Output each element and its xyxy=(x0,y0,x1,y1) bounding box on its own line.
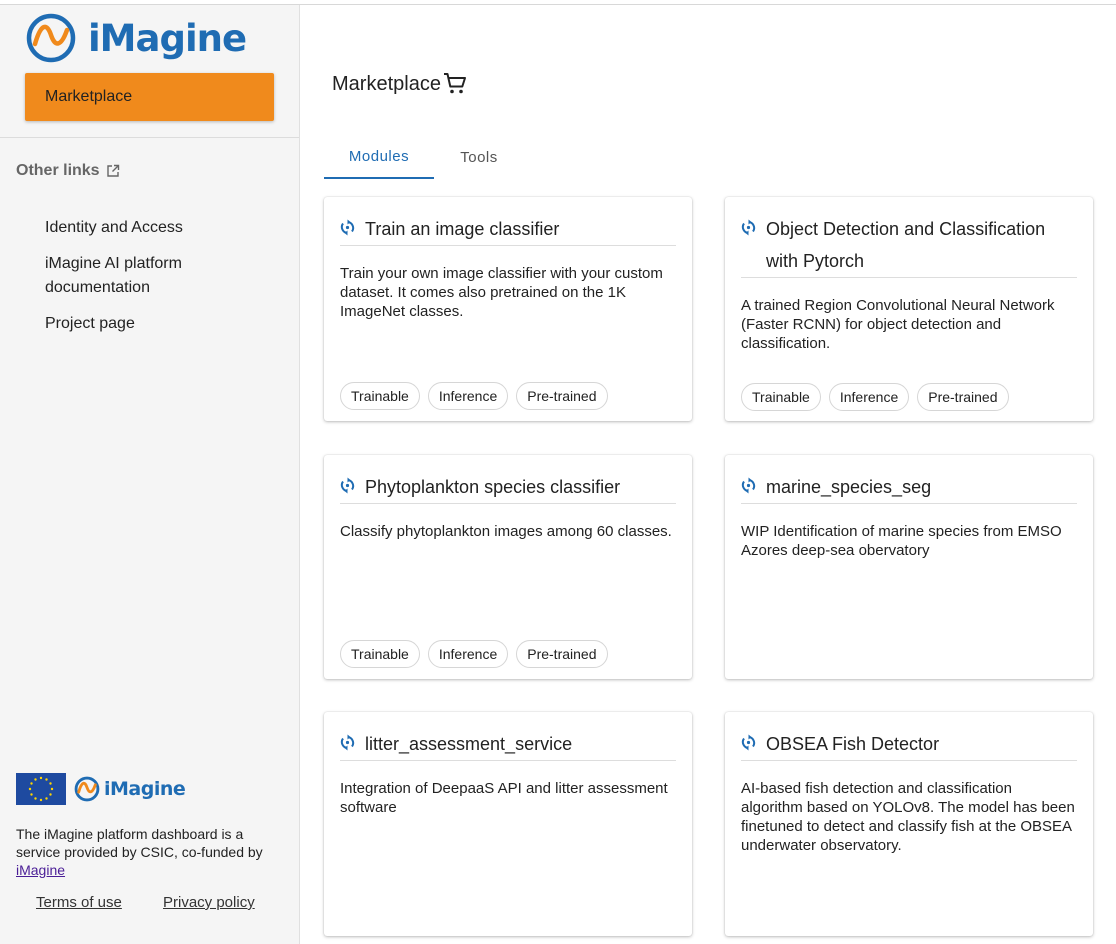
footer-description xyxy=(16,825,276,879)
imagine-small-logo-icon xyxy=(74,776,100,802)
imagine-logo-icon xyxy=(26,13,76,63)
tag-chip: Trainable xyxy=(340,640,420,668)
module-card[interactable] xyxy=(324,712,692,936)
other-links-label: Other links xyxy=(16,162,100,179)
external-link-icon xyxy=(106,164,120,178)
card-title: Train an image classifier xyxy=(365,219,560,239)
other-links-heading xyxy=(16,162,120,180)
card-header xyxy=(741,728,1077,761)
card-header xyxy=(741,213,1077,278)
card-title: litter_assessment_service xyxy=(365,734,573,754)
tag-chip: Pre-trained xyxy=(516,640,607,668)
module-card[interactable] xyxy=(324,455,692,679)
card-tags xyxy=(741,383,1009,411)
sidebar-link-project-page[interactable]: Project page xyxy=(45,315,135,332)
tag-chip: Inference xyxy=(829,383,909,411)
module-sync-icon xyxy=(741,477,756,494)
sidebar xyxy=(0,5,300,944)
module-card[interactable] xyxy=(725,197,1093,421)
sidebar-link-identity[interactable]: Identity and Access xyxy=(45,219,183,236)
module-card[interactable] xyxy=(725,455,1093,679)
tag-chip: Pre-trained xyxy=(917,383,1008,411)
card-description: Train your own image classifier with your custom dataset. It comes also pretrained on the 1K ImageNet classes. xyxy=(340,265,663,320)
module-card[interactable] xyxy=(324,197,692,421)
card-title: OBSEA Fish Detector xyxy=(766,734,940,754)
card-header xyxy=(340,728,676,761)
privacy-policy-link[interactable]: Privacy policy xyxy=(163,894,255,911)
module-sync-icon xyxy=(340,734,355,751)
tag-chip: Pre-trained xyxy=(516,382,607,410)
footer-imagine-link[interactable]: iMagine xyxy=(16,862,66,878)
terms-of-use-link[interactable]: Terms of use xyxy=(36,894,122,911)
card-title: Object Detection and Classification with Pytorch xyxy=(766,219,1046,271)
card-description: Classify phytoplankton images among 60 classes. xyxy=(340,523,672,540)
card-description: AI-based fish detection and classification algorithm based on YOLOv8. The model has been finetuned to detect and classify fish at the OBSEA underwater observatory. xyxy=(741,780,1075,854)
module-sync-icon xyxy=(340,477,355,494)
footer-description-text: The iMagine platform dashboard is a service provided by CSIC, co-funded by xyxy=(16,826,263,860)
marketplace-nav-button[interactable] xyxy=(25,73,274,121)
module-sync-icon xyxy=(741,734,756,751)
card-header xyxy=(340,213,676,246)
imagine-logo[interactable] xyxy=(26,13,246,63)
page-title-text: Marketplace xyxy=(332,72,441,95)
tag-chip: Trainable xyxy=(741,383,821,411)
tab-modules-label: Modules xyxy=(348,148,410,165)
cart-icon xyxy=(443,72,467,96)
card-description: A trained Region Convolutional Neural Network (Faster RCNN) for object detection and classification. xyxy=(741,297,1055,352)
marketplace-nav-label: Marketplace xyxy=(45,88,133,105)
page-title xyxy=(332,72,467,96)
card-header xyxy=(340,471,676,504)
tag-chip: Inference xyxy=(428,640,508,668)
tab-tools-label: Tools xyxy=(460,149,498,166)
card-tags xyxy=(340,382,608,410)
card-title: Phytoplankton species classifier xyxy=(365,477,621,497)
card-description: WIP Identification of marine species from EMSO Azores deep-sea obervatory xyxy=(741,523,1062,559)
tag-chip: Trainable xyxy=(340,382,420,410)
sidebar-divider xyxy=(0,137,299,138)
footer-logo-text: iMagine xyxy=(104,778,186,800)
tag-chip: Inference xyxy=(428,382,508,410)
card-header xyxy=(741,471,1077,504)
eu-flag-icon xyxy=(16,773,66,805)
tab-modules[interactable] xyxy=(324,136,434,179)
sidebar-link-documentation[interactable]: iMagine AI platform documentation xyxy=(45,255,182,296)
module-sync-icon xyxy=(741,219,756,236)
tab-tools[interactable] xyxy=(434,136,524,179)
logo-text: iMagine xyxy=(88,16,247,60)
module-card[interactable] xyxy=(725,712,1093,936)
card-description: Integration of DeepaaS API and litter assessment software xyxy=(340,780,668,816)
module-sync-icon xyxy=(340,219,355,236)
card-title: marine_species_seg xyxy=(766,477,932,497)
card-tags xyxy=(340,640,608,668)
footer-logos xyxy=(16,773,185,805)
